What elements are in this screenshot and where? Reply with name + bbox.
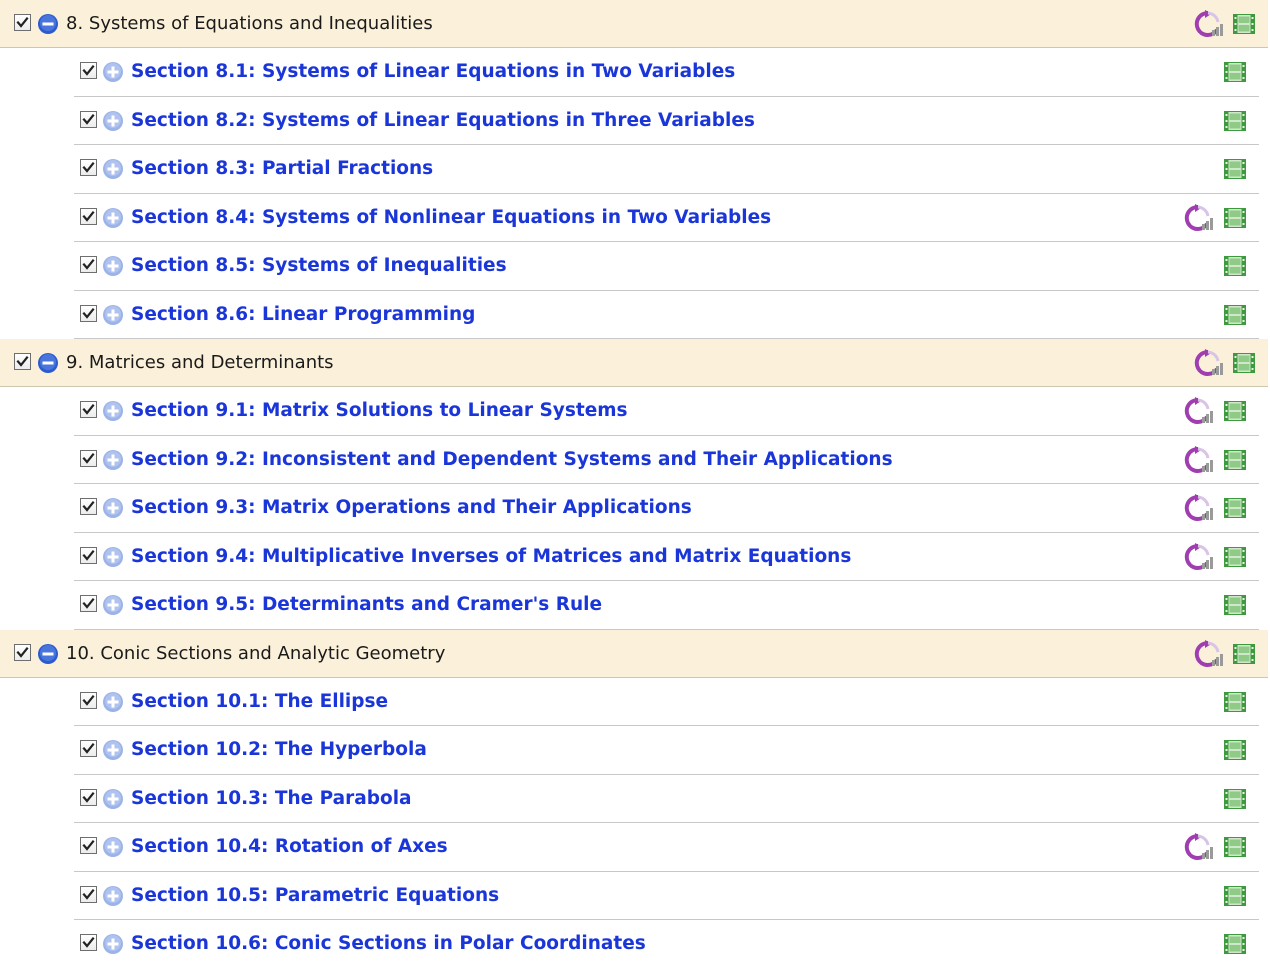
section-link[interactable]: Section 8.6: Linear Programming: [131, 303, 476, 325]
expand-plus-icon[interactable]: [102, 255, 124, 277]
film-icon[interactable]: [1233, 644, 1255, 664]
section-row: [74, 48, 1259, 97]
expand-plus-icon[interactable]: [102, 110, 124, 132]
checkbox[interactable]: [80, 305, 97, 322]
section-link[interactable]: Section 10.2: The Hyperbola: [131, 739, 427, 760]
checkbox[interactable]: [14, 644, 31, 661]
chart-icon[interactable]: [1193, 10, 1223, 38]
section-link[interactable]: Section 9.2: Inconsistent and Dependent Systems and Their Applications: [131, 448, 893, 470]
section-link[interactable]: Section 10.5: Parametric Equations: [131, 884, 500, 906]
checkbox[interactable]: [80, 256, 97, 273]
section-row: [74, 823, 1259, 872]
expand-plus-icon[interactable]: [102, 449, 124, 471]
expand-plus-icon[interactable]: [102, 691, 124, 713]
expand-plus-icon[interactable]: [102, 400, 124, 422]
expand-plus-icon[interactable]: [102, 497, 124, 519]
expand-plus-icon[interactable]: [102, 739, 124, 761]
film-icon[interactable]: [1224, 450, 1246, 470]
section-link[interactable]: Section 9.3: Matrix Operations and Their Applications: [131, 497, 692, 518]
chart-icon[interactable]: [1183, 543, 1213, 571]
section-row: [74, 145, 1259, 194]
film-icon[interactable]: [1233, 353, 1255, 373]
checkbox[interactable]: [80, 692, 97, 709]
section-link[interactable]: Section 10.4: Rotation of Axes: [131, 836, 448, 857]
section-row: [74, 775, 1259, 824]
collapse-minus-icon[interactable]: [37, 352, 59, 374]
section-link[interactable]: Section 8.5: Systems of Inequalities: [131, 255, 507, 276]
section-row: [74, 97, 1259, 146]
film-icon[interactable]: [1224, 547, 1246, 567]
section-link[interactable]: Section 9.4: Multiplicative Inverses of Matrices and Matrix Equations: [131, 545, 852, 567]
chart-icon[interactable]: [1183, 833, 1213, 861]
expand-plus-icon[interactable]: [102, 207, 124, 229]
film-icon[interactable]: [1224, 159, 1246, 179]
expand-plus-icon[interactable]: [102, 933, 124, 955]
section-row: [74, 194, 1259, 243]
chapter-title: 8. Systems of Equations and Inequalities: [66, 13, 433, 34]
film-icon[interactable]: [1224, 498, 1246, 518]
section-row: [74, 291, 1259, 340]
section-link[interactable]: Section 8.1: Systems of Linear Equations in Two Variables: [131, 61, 736, 82]
checkbox[interactable]: [14, 353, 31, 370]
checkbox[interactable]: [80, 208, 97, 225]
section-row: [74, 581, 1259, 630]
section-link[interactable]: Section 8.2: Systems of Linear Equations in Three Variables: [131, 109, 755, 131]
chart-icon[interactable]: [1183, 494, 1213, 522]
expand-plus-icon[interactable]: [102, 594, 124, 616]
checkbox[interactable]: [80, 547, 97, 564]
film-icon[interactable]: [1224, 305, 1246, 325]
collapse-minus-icon[interactable]: [37, 13, 59, 35]
expand-plus-icon[interactable]: [102, 546, 124, 568]
checkbox[interactable]: [80, 934, 97, 951]
film-icon[interactable]: [1224, 837, 1246, 857]
section-link[interactable]: Section 10.6: Conic Sections in Polar Coordinates: [131, 933, 646, 954]
film-icon[interactable]: [1233, 14, 1255, 34]
film-icon[interactable]: [1224, 692, 1246, 712]
film-icon[interactable]: [1224, 401, 1246, 421]
section-link[interactable]: Section 9.1: Matrix Solutions to Linear Systems: [131, 400, 628, 421]
checkbox[interactable]: [80, 62, 97, 79]
chart-icon[interactable]: [1193, 640, 1223, 668]
expand-plus-icon[interactable]: [102, 836, 124, 858]
chapter-title: 9. Matrices and Determinants: [66, 352, 334, 373]
checkbox[interactable]: [80, 401, 97, 418]
section-row: [74, 484, 1259, 533]
expand-plus-icon[interactable]: [102, 885, 124, 907]
section-row: [74, 387, 1259, 436]
checkbox[interactable]: [80, 837, 97, 854]
section-link[interactable]: Section 10.3: The Parabola: [131, 787, 412, 809]
film-icon[interactable]: [1224, 595, 1246, 615]
checkbox[interactable]: [80, 159, 97, 176]
checkbox[interactable]: [80, 498, 97, 515]
checkbox[interactable]: [80, 789, 97, 806]
section-row: [74, 242, 1259, 291]
section-row: [74, 678, 1259, 727]
expand-plus-icon[interactable]: [102, 61, 124, 83]
chapter-row: [0, 0, 1268, 48]
film-icon[interactable]: [1224, 934, 1246, 954]
film-icon[interactable]: [1224, 111, 1246, 131]
section-row: [74, 436, 1259, 485]
section-link[interactable]: Section 9.5: Determinants and Cramer's Rule: [131, 594, 603, 615]
section-row: [74, 726, 1259, 775]
chart-icon[interactable]: [1183, 204, 1213, 232]
checkbox[interactable]: [80, 450, 97, 467]
chart-icon[interactable]: [1183, 446, 1213, 474]
chart-icon[interactable]: [1183, 397, 1213, 425]
section-link[interactable]: Section 8.3: Partial Fractions: [131, 158, 434, 179]
checkbox[interactable]: [80, 886, 97, 903]
expand-plus-icon[interactable]: [102, 158, 124, 180]
film-icon[interactable]: [1224, 886, 1246, 906]
section-row: [74, 872, 1259, 921]
checkbox[interactable]: [80, 111, 97, 128]
film-icon[interactable]: [1224, 62, 1246, 82]
film-icon[interactable]: [1224, 208, 1246, 228]
expand-plus-icon[interactable]: [102, 304, 124, 326]
chapter-row: [0, 630, 1268, 678]
film-icon[interactable]: [1224, 740, 1246, 760]
chapter-title: 10. Conic Sections and Analytic Geometry: [66, 642, 446, 664]
checkbox[interactable]: [80, 740, 97, 757]
section-row: [74, 533, 1259, 582]
section-link[interactable]: Section 8.4: Systems of Nonlinear Equations in Two Variables: [131, 206, 772, 228]
film-icon[interactable]: [1224, 789, 1246, 809]
section-row: [74, 920, 1259, 969]
checkbox[interactable]: [80, 595, 97, 612]
chapter-row: [0, 339, 1268, 387]
checkbox[interactable]: [14, 14, 31, 31]
film-icon[interactable]: [1224, 256, 1246, 276]
expand-plus-icon[interactable]: [102, 788, 124, 810]
section-link[interactable]: Section 10.1: The Ellipse: [131, 690, 389, 712]
chart-icon[interactable]: [1193, 349, 1223, 377]
collapse-minus-icon[interactable]: [37, 643, 59, 665]
